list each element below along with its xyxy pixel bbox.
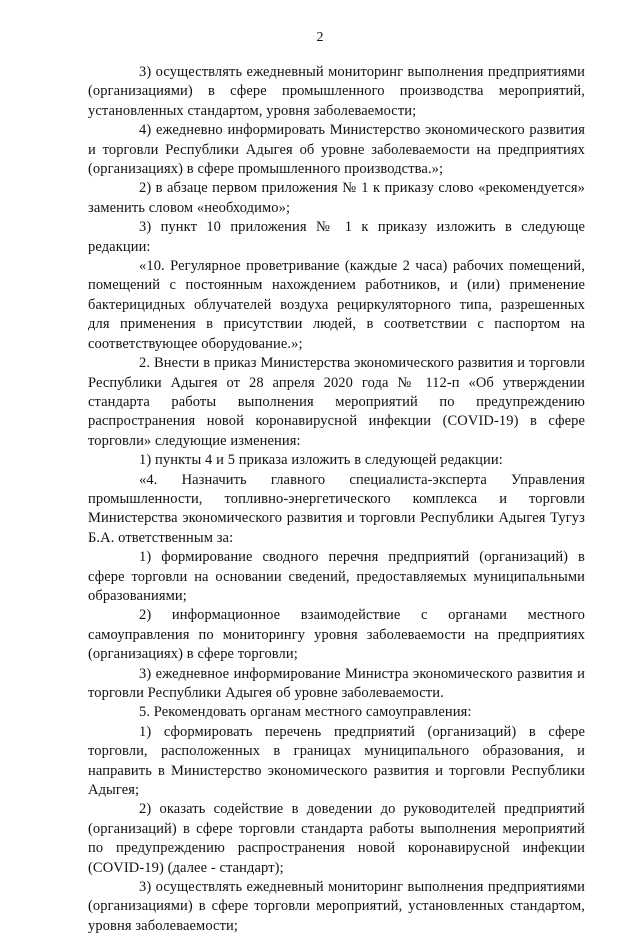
paragraph-form-list: 1) формирование сводного перечня предприятий (организаций) в сфере торговли на основании сведений, предоставляемых муниципальными образованиями;	[88, 549, 585, 604]
paragraph-point-10-text: «10. Регулярное проветривание (каждые 2 часа) рабочих помещений, помещений с постоянным нахождением работников, и (или) применение бактерицидных облучателей воздуха рециркуляторного типа, разрешенных для применения в присутствии людей, в соответствии с паспортом на соответствующее оборудование.»;	[88, 258, 585, 352]
paragraph-monitoring-trade: 3) осуществлять ежедневный мониторинг выполнения предприятиями (организациями) в сфере торговли мероприятий, установленных стандартом, уровня заболеваемости;	[88, 879, 585, 934]
paragraph-replace-word: 2) в абзаце первом приложения № 1 к приказу слово «рекомендуется» заменить словом «необходимо»;	[88, 180, 585, 216]
page-number: 2	[316, 30, 324, 45]
paragraph-point-10-intro: 3) пункт 10 приложения № 1 к приказу изложить в следующе редакции:	[88, 219, 585, 255]
paragraph-interaction: 2) информационное взаимодействие с органами местного самоуправления по мониторингу уровня заболеваемости на предприятиях (организациях) в сфере торговли;	[88, 607, 585, 663]
paragraph-daily-inform-minister: 3) ежедневное информирование Министра экономического развития и торговли Республики Адыгея об уровне заболеваемости.	[88, 665, 585, 701]
document-body	[88, 63, 585, 936]
paragraph-inform-ministry-industry: 4) ежедневно информировать Министерство экономического развития и торговли Республики Адыгея об уровне заболеваемости на предприятиях (организациях) в сфере промышленного производства.»;	[88, 122, 585, 178]
paragraph-form-list-trade: 1) сформировать перечень предприятий (организаций) в сфере торговли, расположенных в границах муниципального образования, и направить в Министерство экономического развития и торговли Республики Адыгея;	[88, 723, 585, 799]
paragraph-amend-order-112: 2. Внести в приказ Министерства экономического развития и торговли Республики Адыгея от 28 апреля 2020 года № 112-п «Об утверждении стандарта работы выполнения мероприятий по предупреждению распространения новой коронавирусной инфекции (COVID-19) в сфере торговли» следующие изменения:	[88, 355, 585, 449]
paragraph-point-4-appoint: «4. Назначить главного специалиста-эксперта Управления промышленности, топливно-энергетического комплекса и торговли Министерства экономического развития и торговли Республики Адыгея Тугуз Б.А. ответственным за:	[88, 471, 585, 546]
paragraph-assist-standard: 2) оказать содействие в доведении до руководителей предприятий (организаций) в сфере торговли стандарта работы выполнения мероприятий по предупреждению распространения новой коронавирусной инфекции (COVID-19) (далее - стандарт);	[88, 801, 585, 876]
paragraph-points-4-5-intro: 1) пункты 4 и 5 приказа изложить в следующей редакции:	[139, 452, 503, 469]
paragraph-monitoring-industry: 3) осуществлять ежедневный мониторинг выполнения предприятиями (организациями) в сфере промышленного производства мероприятий, установленных стандартом, уровня заболеваемости;	[88, 64, 585, 119]
paragraph-point-5-recommend: 5. Рекомендовать органам местного самоуправления:	[139, 704, 472, 721]
